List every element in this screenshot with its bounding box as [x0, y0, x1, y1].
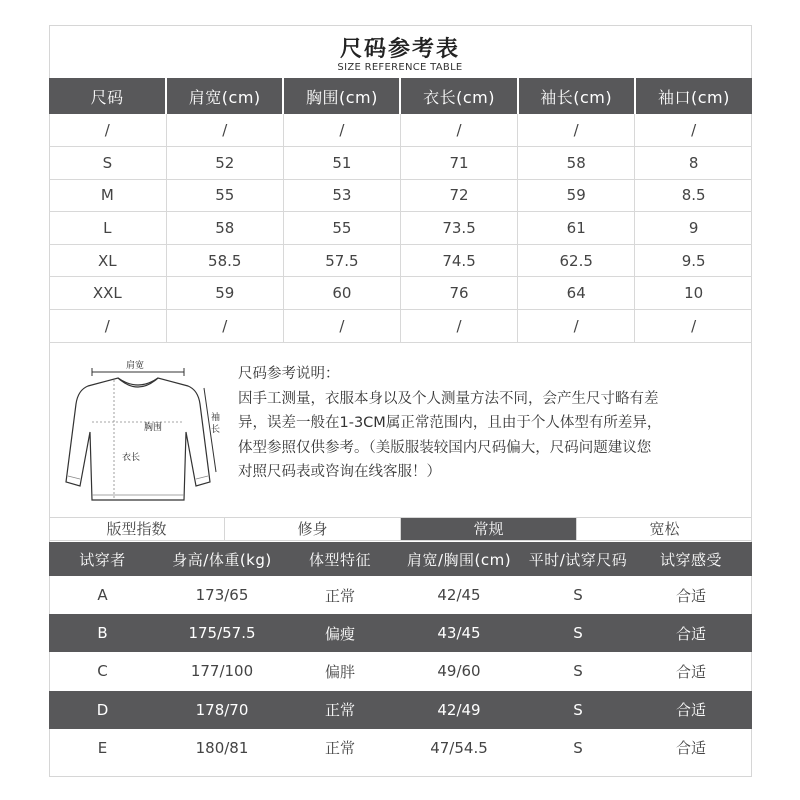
table-row — [49, 212, 752, 245]
header-feel: 试穿感受 — [630, 542, 752, 576]
shoulder-label: 肩宽 — [126, 361, 145, 371]
header-sleeve: 袖长(cm) — [518, 78, 635, 114]
header-chest: 胸围(cm) — [283, 78, 400, 114]
table-cell: B — [49, 614, 156, 652]
table-cell: 合适 — [675, 739, 706, 758]
table-cell: D — [49, 691, 156, 729]
header-shoulder: 肩宽(cm) — [166, 78, 283, 114]
table-cell: A — [97, 586, 108, 605]
table-cell: 偏胖 — [324, 662, 355, 681]
table-cell: 42/45 — [437, 586, 481, 605]
table-cell: / — [283, 114, 400, 147]
table-row — [49, 614, 752, 652]
table-cell: 178/70 — [156, 691, 288, 729]
table-cell: 58.5 — [166, 244, 283, 277]
table-cell: 64 — [518, 277, 635, 310]
table-cell: 49/60 — [437, 662, 481, 681]
table-cell: 71 — [400, 147, 517, 180]
table-row — [49, 310, 752, 343]
table-cell: 175/57.5 — [156, 614, 288, 652]
header-body-type: 体型特征 — [288, 542, 392, 576]
note-line: 异，误差一般在1-3CM属正常范围内，且由于个人体型有所差异， — [238, 415, 662, 431]
table-cell: / — [400, 310, 517, 343]
note-line: 因手工测量，衣服本身以及个人测量方法不同，会产生尺寸略有差 — [238, 390, 659, 407]
table-cell: 76 — [400, 277, 517, 310]
note-line: 体型参照仅供参考。（美版服装较国内尺码偏大，尺码问题建议您 — [238, 439, 652, 456]
table-cell: 8 — [635, 147, 752, 180]
table-cell: 51 — [283, 147, 400, 180]
table-cell: 9.5 — [635, 244, 752, 277]
sleeve-label-top: 袖 — [211, 413, 221, 423]
page-title: 尺码参考表 — [339, 37, 460, 62]
table-cell: / — [166, 114, 283, 147]
table-cell: XXL — [49, 277, 166, 310]
page-subtitle: SIZE REFERENCE TABLE — [337, 62, 463, 73]
table-cell: C — [97, 662, 108, 681]
table-cell: 9 — [635, 212, 752, 245]
header-size: 尺码 — [49, 78, 166, 114]
sweater-outline — [66, 378, 210, 500]
table-cell: L — [49, 212, 166, 245]
fit-option-loose: 宽松 — [576, 518, 752, 540]
table-cell: M — [49, 179, 166, 212]
table-cell: 177/100 — [190, 662, 254, 681]
sweater-illustration — [58, 352, 233, 512]
table-row — [49, 576, 752, 614]
table-cell: 73.5 — [400, 212, 517, 245]
chest-label: 胸围 — [144, 423, 163, 433]
table-cell: 57.5 — [283, 244, 400, 277]
table-cell: E — [97, 738, 108, 757]
table-cell: 正常 — [324, 739, 355, 758]
table-cell: / — [518, 310, 635, 343]
table-cell: 55 — [166, 179, 283, 212]
table-cell: / — [400, 114, 517, 147]
table-cell: S — [526, 691, 630, 729]
table-row — [49, 179, 752, 212]
table-row — [49, 277, 752, 310]
table-cell: 62.5 — [518, 244, 635, 277]
table-row — [49, 652, 752, 690]
header-cuff: 袖口(cm) — [635, 78, 752, 114]
header-height-weight: 身高/体重(kg) — [156, 542, 288, 576]
table-row — [49, 729, 752, 767]
table-cell: 60 — [283, 277, 400, 310]
table-cell: 合适 — [675, 662, 706, 681]
tryon-table — [49, 542, 752, 767]
tryon-table-header — [49, 542, 752, 576]
table-cell: 53 — [283, 179, 400, 212]
fit-index-label: 版型指数 — [106, 520, 167, 538]
table-cell: S — [49, 147, 166, 180]
table-cell: 42/49 — [392, 691, 526, 729]
table-cell: 55 — [283, 212, 400, 245]
table-cell: S — [573, 586, 583, 605]
table-cell: 43/45 — [392, 614, 526, 652]
note-heading: 尺码参考说明： — [238, 366, 340, 382]
header-length: 衣长(cm) — [400, 78, 517, 114]
table-cell: / — [635, 114, 752, 147]
table-cell: 合适 — [675, 586, 706, 605]
table-cell: / — [283, 310, 400, 343]
table-row — [49, 147, 752, 180]
table-cell: 61 — [518, 212, 635, 245]
sweater-diagram — [58, 352, 233, 512]
table-cell: S — [573, 662, 583, 681]
fit-option-slim: 修身 — [224, 518, 400, 540]
table-cell: S — [526, 614, 630, 652]
table-cell: 180/81 — [195, 738, 249, 757]
table-cell: / — [49, 114, 166, 147]
table-cell: / — [518, 114, 635, 147]
table-cell: 47/54.5 — [430, 738, 488, 757]
fit-index-bar — [49, 517, 752, 541]
fit-option-regular: 常规 — [400, 518, 576, 540]
table-cell: / — [166, 310, 283, 343]
table-cell: XL — [49, 244, 166, 277]
table-row — [49, 114, 752, 147]
note-line: 对照尺码表或咨询在线客服！） — [238, 464, 441, 480]
table-cell: / — [49, 310, 166, 343]
table-cell: 173/65 — [195, 586, 249, 605]
table-cell: 59 — [166, 277, 283, 310]
length-label: 衣长 — [122, 453, 141, 463]
table-cell: 59 — [518, 179, 635, 212]
header-shoulder-chest: 肩宽/胸围(cm) — [392, 542, 526, 576]
table-cell: 合适 — [630, 614, 752, 652]
table-row — [49, 244, 752, 277]
table-row — [49, 691, 752, 729]
table-cell: / — [635, 310, 752, 343]
table-cell: 正常 — [324, 586, 355, 605]
table-cell: 52 — [166, 147, 283, 180]
table-cell: 10 — [635, 277, 752, 310]
table-cell: S — [573, 738, 583, 757]
sleeve-label-bottom: 长 — [211, 425, 221, 435]
table-cell: 74.5 — [400, 244, 517, 277]
size-table-header — [49, 78, 752, 114]
table-cell: 合适 — [630, 691, 752, 729]
table-cell: 72 — [400, 179, 517, 212]
size-note — [238, 362, 743, 485]
table-cell: 8.5 — [635, 179, 752, 212]
table-cell: 正常 — [288, 691, 392, 729]
header-usual-size: 平时/试穿尺码 — [526, 542, 630, 576]
table-cell: 偏瘦 — [288, 614, 392, 652]
size-table — [49, 78, 752, 343]
header-tester: 试穿者 — [49, 542, 156, 576]
table-cell: 58 — [518, 147, 635, 180]
table-cell: 58 — [166, 212, 283, 245]
